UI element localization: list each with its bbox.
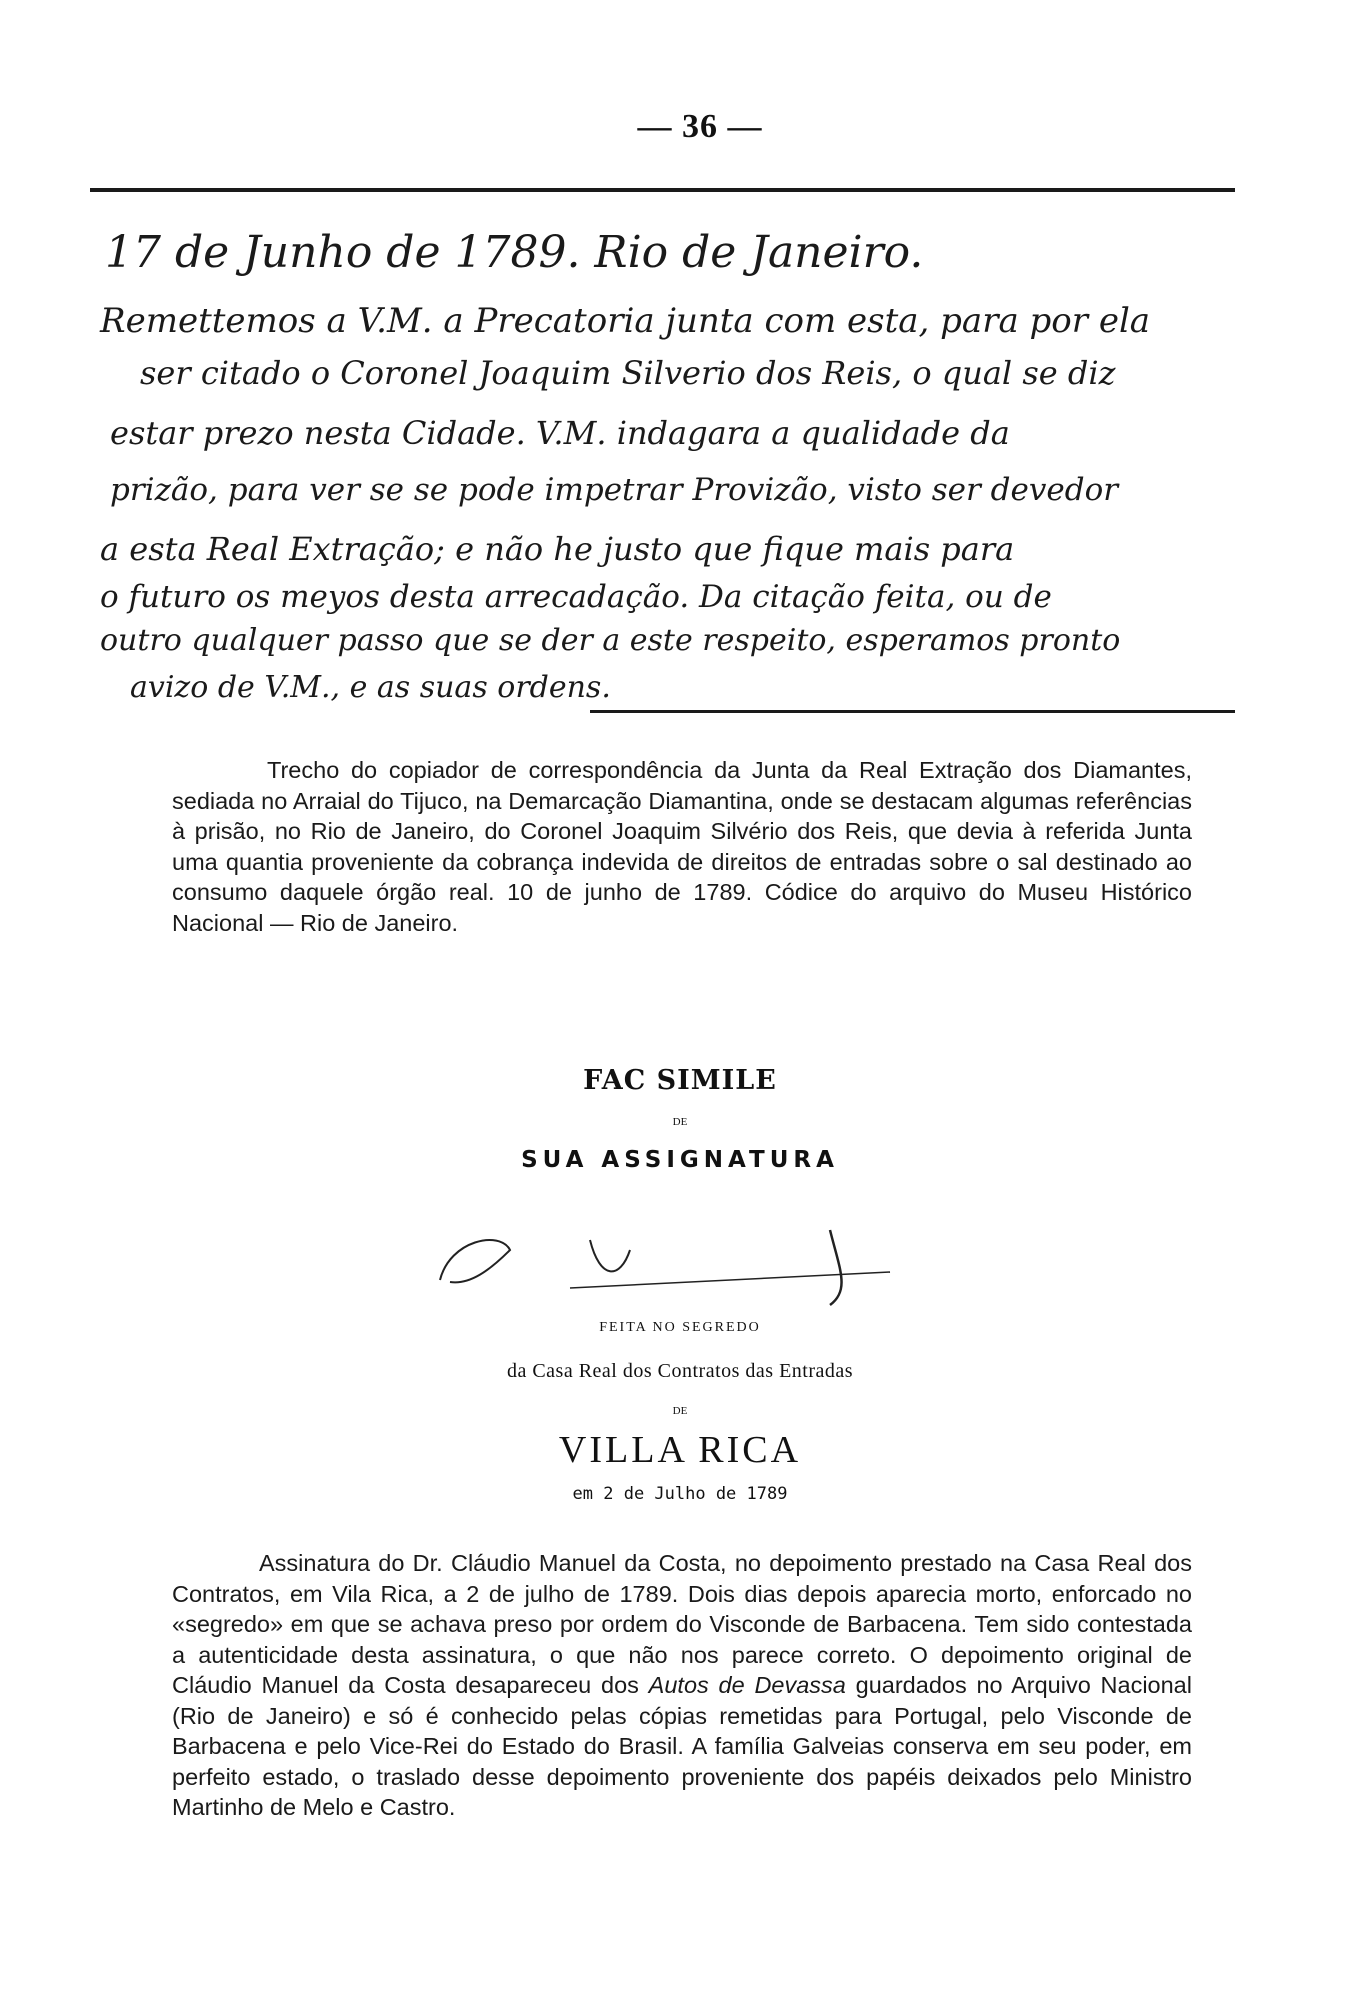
- manuscript-text: [90, 182, 1235, 712]
- facsimile-de: DE: [672, 1116, 688, 1128]
- caption-text-2: [172, 1548, 1192, 1823]
- facsimile-date: em 2 de Julho de 1789: [572, 1484, 788, 1504]
- manuscript-line: outro qualquer passo que se der a este respeito, esperamos pronto: [100, 623, 1121, 658]
- signature-image: [410, 1210, 950, 1310]
- manuscript-line: Remettemos a V.M. a Precatoria junta com esta, para por ela: [100, 301, 1151, 341]
- facsimile-de-2: DE: [672, 1405, 688, 1417]
- manuscript-line: 17 de Junho de 1789. Rio de Janeiro.: [105, 227, 924, 278]
- facsimile-title: FAC SIMILE: [583, 1065, 777, 1096]
- manuscript-line: prizão, para ver se se pode impetrar Provizão, visto ser devedor: [110, 472, 1119, 508]
- manuscript-line: estar prezo nesta Cidade. V.M. indagara a qualidade da: [110, 414, 1010, 452]
- manuscript-line: ser citado o Coronel Joaquim Silverio dos Reis, o qual se diz: [140, 354, 1116, 392]
- caption-part: Assinatura do Dr. Cláudio Manuel da Costa, no depoimento prestado na Casa Real dos Contratos, em Vila Rica, a 2 de julho de 1789. Dois dias depois aparecia morto, enforcado no «segredo» em que se achava preso por ordem do Visconde de Barbacena. Tem sido contestada a autenticidade desta assinatura, o que não nos parece correto. O depoimento original de Cláudio Manuel da Costa desapareceu dos: [172, 1550, 1192, 1698]
- caption-part: guardados no Arquivo Nacional (Rio de Janeiro) e só é conhecido pelas cópias remetidas para Portugal, pelo Visconde de Barbacena e pelo Vice-Rei do Estado do Brasil. A família Galveias conserva em seu poder, em perfeito estado, o traslado desse depoimento proveniente dos papéis deixados pelo Ministro Martinho de Melo e Castro.: [172, 1672, 1192, 1820]
- facsimile-subtitle: SUA ASSIGNATURA: [521, 1147, 839, 1173]
- signature-facsimile: [340, 1030, 1020, 1550]
- caption-copiador: [172, 755, 1192, 938]
- caption-assinatura: [172, 1548, 1192, 1823]
- facsimile-city: VILLA RICA: [558, 1429, 802, 1471]
- bottom-rule: [590, 710, 1235, 713]
- page-number: — 36 —: [637, 108, 763, 145]
- caption-text: Trecho do copiador de correspondência da Junta da Real Extração dos Diamantes, sediada no Arraial do Tijuco, na Demarcação Diamantina, onde se destacam algumas referências à prisão, no Rio de Janeiro, do Coronel Joaquim Silvério dos Reis, que devia à referida Junta uma quantia proveniente da cobrança indevida de direitos de entradas sobre o sal destinado ao consumo daquele órgão real. 10 de junho de 1789. Códice do arquivo do Museu Histórico Nacional — Rio de Janeiro.: [172, 757, 1192, 936]
- facsimile-feita: FEITA NO SEGREDO: [599, 1320, 761, 1335]
- caption-italic: Autos de Devassa: [648, 1672, 846, 1698]
- manuscript-excerpt: [90, 182, 1235, 712]
- manuscript-line: o futuro os meyos desta arrecadação. Da citação feita, ou de: [100, 579, 1052, 615]
- manuscript-line: a esta Real Extração; e não he justo que fique mais para: [100, 530, 1015, 568]
- manuscript-line: avizo de V.M., e as suas ordens.: [130, 670, 611, 705]
- facsimile-casa: da Casa Real dos Contratos das Entradas: [506, 1360, 854, 1382]
